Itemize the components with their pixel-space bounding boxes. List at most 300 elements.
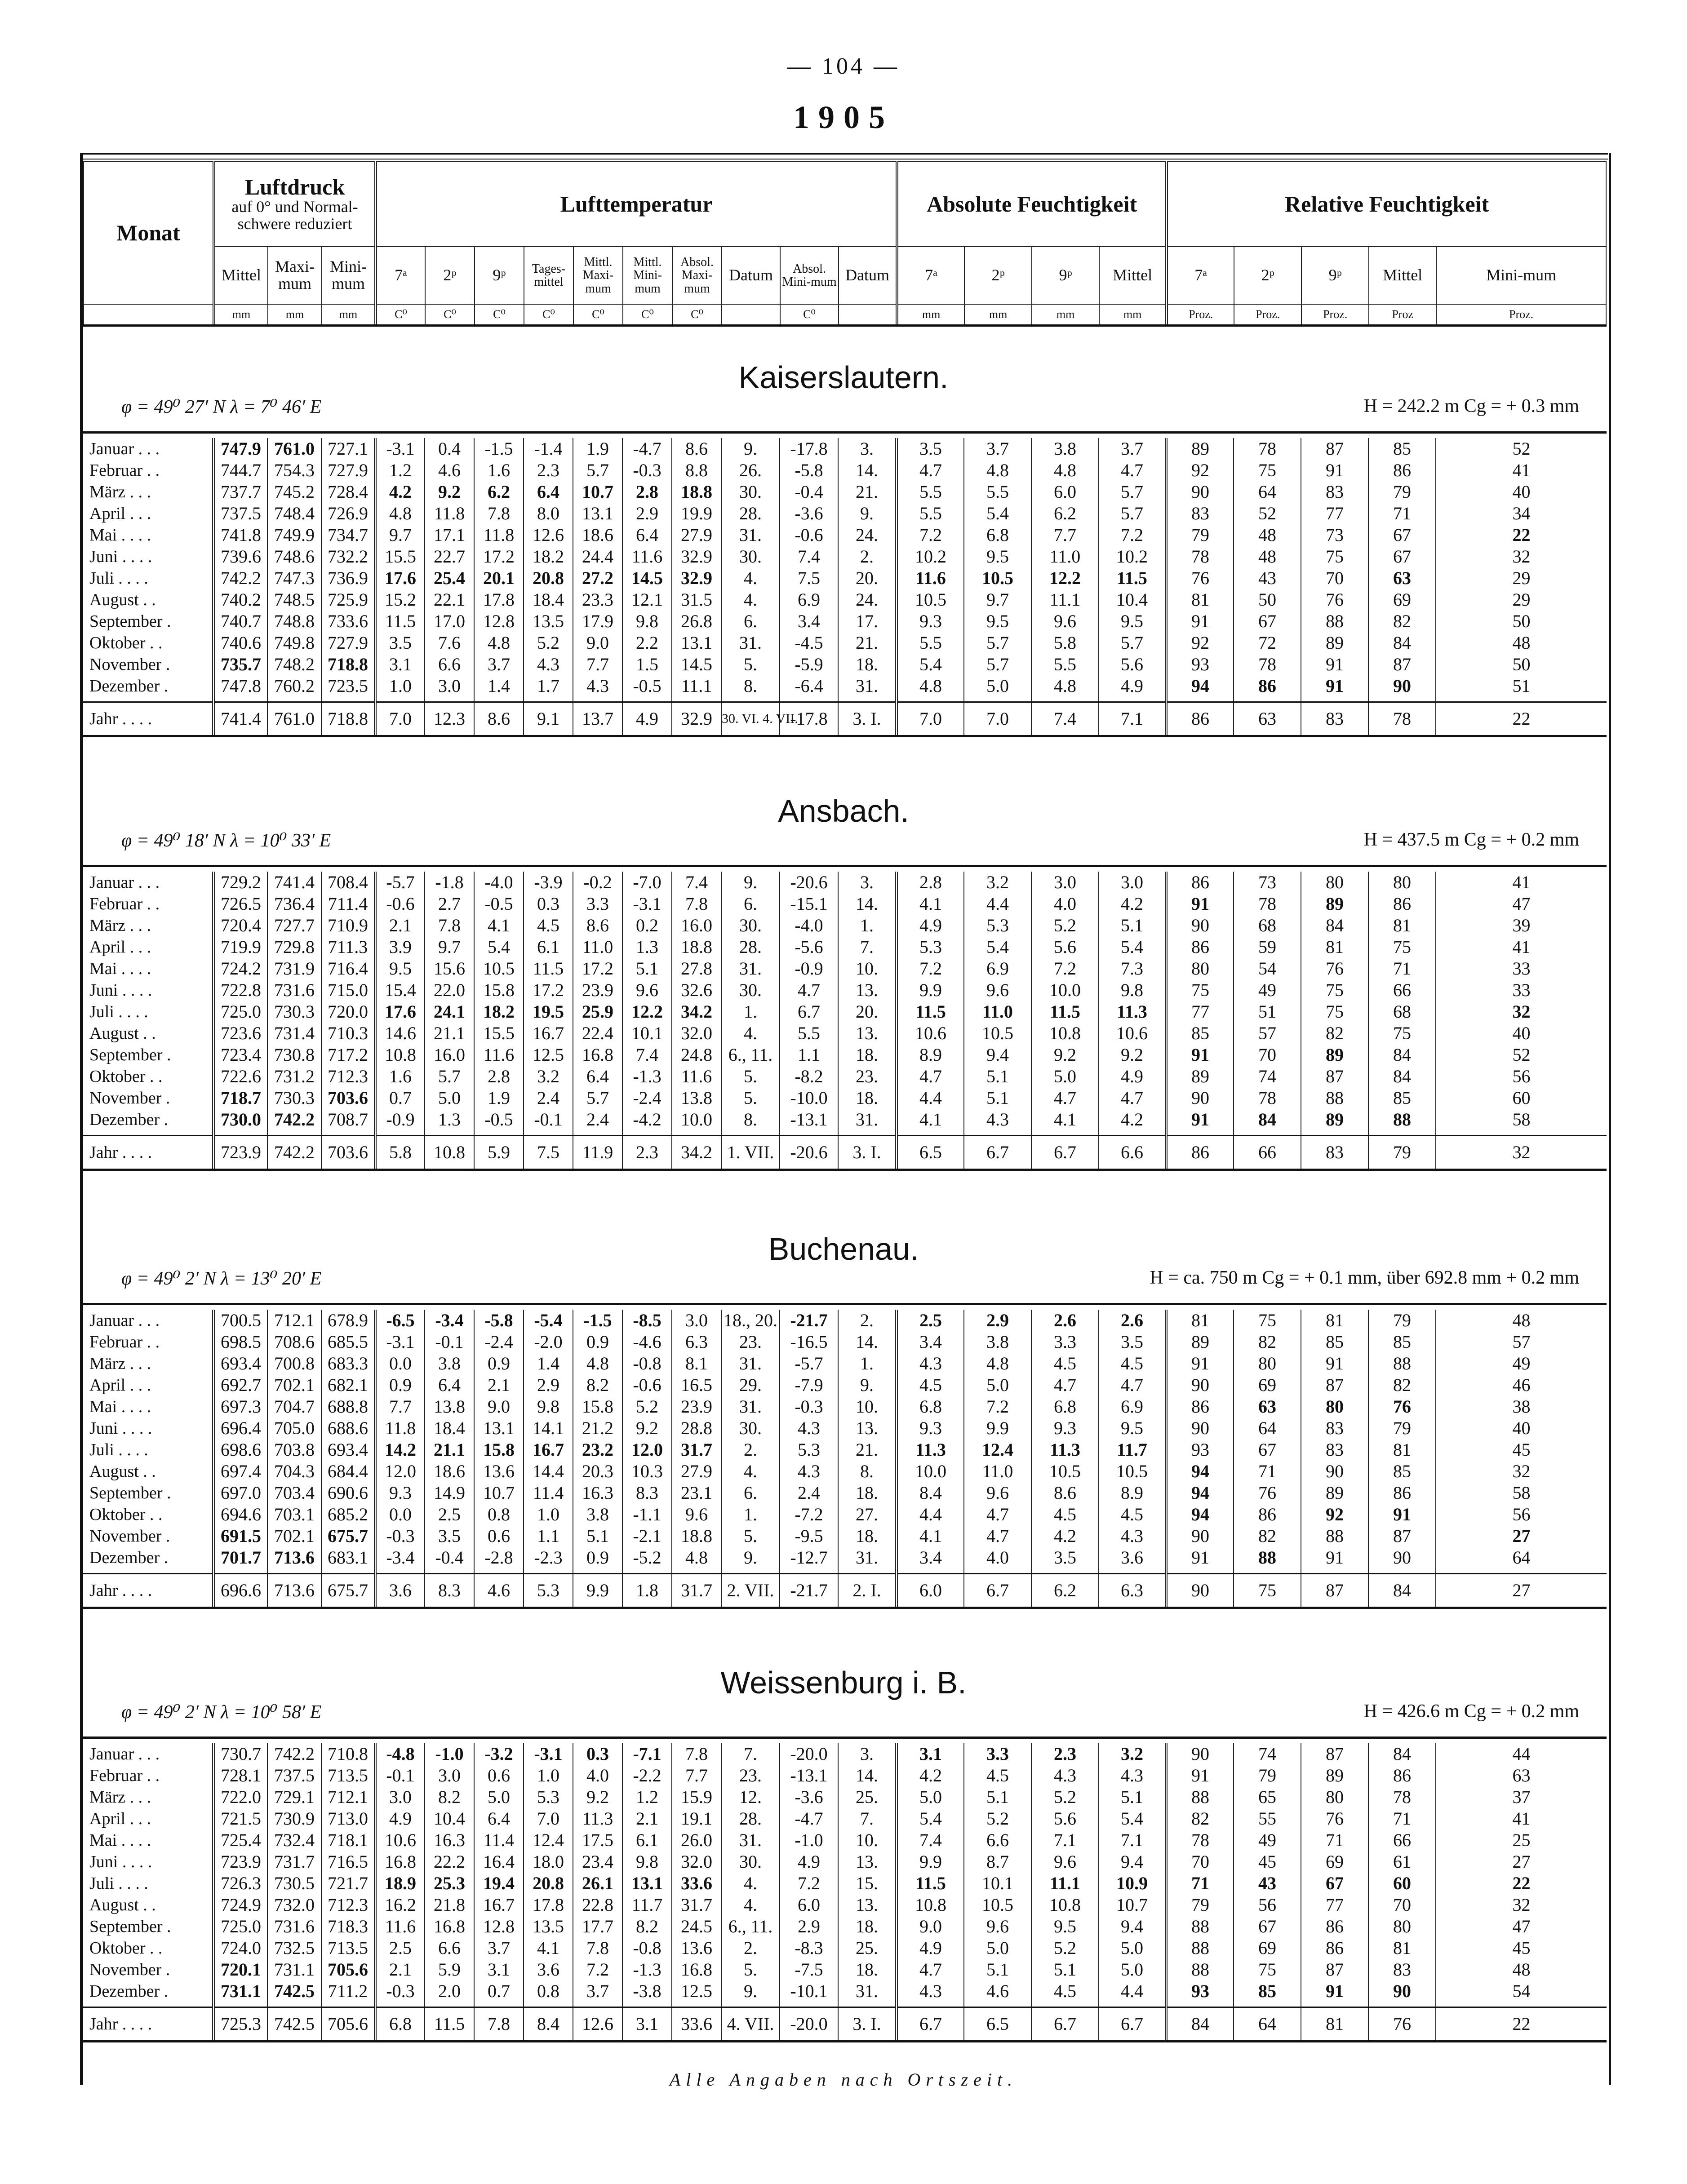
table-cell: 66 — [1234, 1136, 1301, 1169]
table-row — [83, 1959, 1607, 1980]
table-cell: 89 — [1301, 1482, 1368, 1504]
table-cell: 29 — [1436, 589, 1607, 611]
table-cell: -1.8 — [425, 872, 474, 893]
table-cell: 7.2 — [1099, 524, 1166, 546]
table-cell: 24. — [838, 524, 897, 546]
table-cell: 11.6 — [474, 1044, 524, 1066]
table-cell: 11.6 — [622, 546, 672, 567]
unit-label: C⁰ — [376, 304, 425, 325]
table-cell: 19.5 — [524, 1001, 573, 1023]
table-cell: 28. — [721, 503, 780, 524]
table-row — [83, 1418, 1607, 1439]
table-cell: -7.2 — [780, 1504, 838, 1525]
table-cell: 22.2 — [425, 1851, 474, 1873]
table-cell: 31. — [721, 524, 780, 546]
table-cell: 30. — [721, 1851, 780, 1873]
table-cell: 76 — [1368, 2007, 1436, 2041]
table-cell: -8.3 — [780, 1937, 838, 1959]
table-cell: 4. — [721, 1023, 780, 1044]
table-cell: 9.8 — [622, 1851, 672, 1873]
table-cell: 12.3 — [425, 702, 474, 735]
table-cell: 741.4 — [213, 702, 267, 735]
table-cell: 5. — [721, 1087, 780, 1109]
table-cell: 49 — [1234, 979, 1301, 1001]
table-row — [83, 1044, 1607, 1066]
table-cell: 32.9 — [672, 546, 721, 567]
table-cell: 3.1 — [375, 654, 425, 675]
column-label: 9ᵖ — [1301, 247, 1369, 304]
table-cell: 7.4 — [1031, 702, 1099, 735]
table-cell: -5.2 — [622, 1547, 672, 1574]
table-cell: 89 — [1301, 1765, 1368, 1786]
table-cell: 84 — [1301, 915, 1368, 936]
table-cell: 20.8 — [524, 1873, 573, 1894]
unit-label: Proz. — [1436, 304, 1606, 325]
table-cell: 79 — [1368, 481, 1436, 503]
table-cell: -5.8 — [474, 1310, 524, 1331]
table-cell: 5.5 — [897, 481, 964, 503]
table-cell: -8.2 — [780, 1066, 838, 1087]
table-cell: 712.1 — [321, 1786, 375, 1808]
table-cell: 732.0 — [267, 1894, 321, 1916]
table-cell: -1.0 — [780, 1830, 838, 1851]
table-cell: -1.4 — [524, 438, 573, 460]
table-cell: 18. — [838, 1916, 897, 1937]
top-rule — [80, 153, 1608, 159]
table-cell: 5.4 — [1099, 1808, 1166, 1830]
table-cell: 83 — [1301, 1439, 1368, 1461]
table-cell: 692.7 — [213, 1374, 267, 1396]
table-cell: 6.5 — [897, 1136, 964, 1169]
table-cell: 31.5 — [672, 589, 721, 611]
table-cell: 11.8 — [474, 524, 524, 546]
table-cell: 64 — [1436, 1547, 1607, 1574]
table-cell: 6.6 — [425, 654, 474, 675]
table-cell: 94 — [1166, 1461, 1234, 1482]
table-row — [83, 1765, 1607, 1786]
table-cell: 7.5 — [780, 567, 838, 589]
table-cell: 33.6 — [672, 1873, 721, 1894]
table-cell: 30. — [721, 979, 780, 1001]
table-cell: 40 — [1436, 481, 1607, 503]
table-cell: 9.5 — [375, 958, 425, 979]
table-cell: -4.0 — [780, 915, 838, 936]
table-cell: 10.5 — [964, 1894, 1031, 1916]
table-cell: 5.5 — [780, 1023, 838, 1044]
table-cell: -2.1 — [622, 1525, 672, 1547]
table-cell: 47 — [1436, 893, 1607, 915]
table-row — [83, 1894, 1607, 1916]
table-cell: 2.9 — [964, 1310, 1031, 1331]
table-cell: 12.1 — [622, 589, 672, 611]
table-cell: 91 — [1166, 1547, 1234, 1574]
absolute-header: Absolute Feuchtigkeit — [897, 161, 1167, 247]
table-cell: 741.4 — [267, 872, 321, 893]
table-cell: 5.0 — [964, 675, 1031, 702]
table-cell: 13. — [838, 979, 897, 1001]
table-cell: 727.9 — [321, 460, 375, 481]
table-cell: 4.5 — [1031, 1980, 1099, 2007]
table-cell: 13.8 — [425, 1396, 474, 1418]
table-cell: 51 — [1436, 675, 1607, 702]
table-cell: 713.5 — [321, 1765, 375, 1786]
table-cell: 4.7 — [780, 979, 838, 1001]
table-cell: 18.8 — [672, 1525, 721, 1547]
table-cell: 712.3 — [321, 1066, 375, 1087]
table-cell: 91 — [1166, 611, 1234, 632]
table-cell: 4.3 — [573, 675, 622, 702]
table-cell: 71 — [1166, 1873, 1234, 1894]
table-row — [83, 546, 1607, 567]
table-cell: 3.0 — [375, 1786, 425, 1808]
table-cell: 41 — [1436, 460, 1607, 481]
table-cell: 1. — [838, 1353, 897, 1374]
table-cell: -4.8 — [375, 1743, 425, 1765]
table-cell: 688.8 — [321, 1396, 375, 1418]
month-label: November . — [89, 1089, 170, 1108]
table-cell: -1.3 — [622, 1066, 672, 1087]
table-cell: 71 — [1368, 503, 1436, 524]
table-cell: 5. — [721, 654, 780, 675]
table-cell: 6.5 — [964, 2007, 1031, 2041]
table-cell: 7.1 — [1031, 1830, 1099, 1851]
column-label: Mini-mum — [1436, 247, 1606, 304]
table-cell: 5.4 — [964, 936, 1031, 958]
table-cell: 11.6 — [897, 567, 964, 589]
table-cell: 0.9 — [573, 1331, 622, 1353]
table-cell: 11.0 — [964, 1001, 1031, 1023]
table-cell: 1.3 — [425, 1109, 474, 1136]
table-cell: 58 — [1436, 1482, 1607, 1504]
table-cell: 5.4 — [964, 503, 1031, 524]
table-cell: 725.0 — [213, 1001, 267, 1023]
table-cell: 25.3 — [425, 1873, 474, 1894]
table-cell: 16.0 — [425, 1044, 474, 1066]
table-cell: 8.0 — [524, 503, 573, 524]
table-cell: 730.7 — [213, 1743, 267, 1765]
table-cell: 4.2 — [897, 1765, 964, 1786]
table-row — [83, 1504, 1607, 1525]
table-cell: 18. — [838, 1087, 897, 1109]
table-cell: 16.0 — [672, 915, 721, 936]
table-cell: 4.5 — [897, 1374, 964, 1396]
table-cell: 85 — [1166, 1023, 1234, 1044]
table-cell: 90 — [1166, 1087, 1234, 1109]
table-cell: 697.3 — [213, 1396, 267, 1418]
table-cell: 3.4 — [780, 611, 838, 632]
table-row — [83, 1353, 1607, 1374]
section-bottom-rule — [83, 1607, 1607, 1609]
table-cell: 3.5 — [1031, 1547, 1099, 1574]
header-rule — [83, 324, 1607, 327]
table-cell: 723.9 — [213, 1136, 267, 1169]
table-cell: 74 — [1234, 1743, 1301, 1765]
table-cell: 86 — [1301, 1937, 1368, 1959]
unit-label — [722, 304, 780, 325]
table-cell: 683.1 — [321, 1547, 375, 1574]
table-cell: -0.1 — [524, 1109, 573, 1136]
table-cell: 18. — [838, 1525, 897, 1547]
table-cell: 10.7 — [1099, 1894, 1166, 1916]
section-rule — [83, 431, 1607, 434]
table-cell: 68 — [1234, 915, 1301, 936]
table-cell: 18. — [838, 654, 897, 675]
table-cell: 2.7 — [425, 893, 474, 915]
table-cell: 5.1 — [573, 1525, 622, 1547]
table-cell: 11.5 — [1099, 567, 1166, 589]
month-label: Mai . . . . — [89, 1397, 151, 1416]
table-cell: 86 — [1368, 460, 1436, 481]
table-cell: -0.3 — [622, 460, 672, 481]
table-cell: 41 — [1436, 872, 1607, 893]
table-cell: 7. — [838, 936, 897, 958]
table-cell: 4.5 — [1099, 1353, 1166, 1374]
table-row — [83, 915, 1607, 936]
table-cell: 3.8 — [1031, 438, 1099, 460]
table-cell: 5.1 — [964, 1087, 1031, 1109]
table-cell: 12.6 — [573, 2007, 622, 2041]
table-cell: 7.8 — [474, 2007, 524, 2041]
table-cell: 78 — [1166, 1830, 1234, 1851]
table-cell: 52 — [1436, 438, 1607, 460]
table-cell: 10.0 — [672, 1109, 721, 1136]
table-cell: 4.1 — [897, 893, 964, 915]
table-cell: 5.7 — [1099, 632, 1166, 654]
table-cell: 6.6 — [425, 1937, 474, 1959]
table-cell: 720.0 — [321, 1001, 375, 1023]
table-cell: 10.6 — [897, 1023, 964, 1044]
table-cell: 67 — [1301, 1873, 1368, 1894]
table-cell: 0.0 — [375, 1353, 425, 1374]
table-cell: 684.4 — [321, 1461, 375, 1482]
monat-header: Monat — [84, 161, 214, 304]
table-cell: 2.1 — [622, 1808, 672, 1830]
month-label: November . — [89, 1960, 170, 1979]
table-cell: 711.2 — [321, 1980, 375, 2007]
footer-note: Alle Angaben nach Ortszeit. — [669, 2069, 1018, 2090]
table-cell: 23. — [721, 1331, 780, 1353]
unit-label: mm — [897, 304, 964, 325]
table-cell: 15.4 — [375, 979, 425, 1001]
table-cell: 2.4 — [573, 1109, 622, 1136]
table-cell: 79 — [1166, 1894, 1234, 1916]
month-label: Oktober . . — [89, 1067, 163, 1086]
table-cell: 727.9 — [321, 632, 375, 654]
table-cell: 11.6 — [672, 1066, 721, 1087]
table-cell: 2. VII. — [721, 1574, 780, 1607]
luftdruck-subtitle: auf 0° und Normal-schwere reduziert — [231, 198, 358, 233]
table-cell: 696.6 — [213, 1574, 267, 1607]
table-row — [83, 654, 1607, 675]
table-cell: 29. — [721, 1374, 780, 1396]
table-cell: 23.9 — [573, 979, 622, 1001]
table-cell: 3.3 — [964, 1743, 1031, 1765]
table-cell: 23.9 — [672, 1396, 721, 1418]
table-cell: 57 — [1234, 1023, 1301, 1044]
table-cell: 724.2 — [213, 958, 267, 979]
table-cell: 52 — [1234, 503, 1301, 524]
table-cell: 5.3 — [780, 1439, 838, 1461]
table-cell: 70 — [1234, 1044, 1301, 1066]
table-cell: 6.6 — [964, 1830, 1031, 1851]
table-cell: 9. — [721, 872, 780, 893]
table-cell: -5.7 — [375, 872, 425, 893]
table-cell: 21.1 — [425, 1023, 474, 1044]
table-cell: 18. — [838, 1044, 897, 1066]
relative-header: Relative Feuchtigkeit — [1167, 161, 1606, 247]
table-cell: 17.1 — [425, 524, 474, 546]
table-cell: 66 — [1368, 1830, 1436, 1851]
table-cell: -20.6 — [780, 872, 838, 893]
table-row — [83, 1830, 1607, 1851]
table-cell: 2. — [838, 1310, 897, 1331]
table-cell: 2.8 — [897, 872, 964, 893]
table-cell: 34.2 — [672, 1136, 721, 1169]
table-cell: 748.2 — [267, 654, 321, 675]
table-cell: 7.7 — [1031, 524, 1099, 546]
table-cell: 6.8 — [375, 2007, 425, 2041]
table-cell: 7.0 — [964, 702, 1031, 735]
table-cell: 12.6 — [524, 524, 573, 546]
table-cell: 4.8 — [573, 1353, 622, 1374]
table-cell: -1.5 — [474, 438, 524, 460]
table-cell: 19.9 — [672, 503, 721, 524]
table-cell: 14. — [838, 460, 897, 481]
table-cell: 730.5 — [267, 1873, 321, 1894]
table-cell: 8.6 — [573, 915, 622, 936]
table-cell: 703.6 — [321, 1136, 375, 1169]
table-row — [83, 1439, 1607, 1461]
table-cell: 698.6 — [213, 1439, 267, 1461]
table-cell: 63 — [1234, 702, 1301, 735]
table-cell: 91 — [1166, 1044, 1234, 1066]
table-cell: 32.9 — [672, 702, 721, 735]
table-cell: 710.3 — [321, 1023, 375, 1044]
table-cell: 713.6 — [267, 1547, 321, 1574]
table-cell: 5.1 — [964, 1959, 1031, 1980]
table-cell: 79 — [1368, 1136, 1436, 1169]
table-cell: -0.3 — [375, 1525, 425, 1547]
table-cell: 75 — [1301, 546, 1368, 567]
table-cell: 10.7 — [573, 481, 622, 503]
table-cell: -5.8 — [780, 460, 838, 481]
table-cell: 0.6 — [474, 1525, 524, 1547]
table-cell: 731.9 — [267, 958, 321, 979]
table-cell: 4.6 — [425, 460, 474, 481]
table-cell: 31. — [838, 1980, 897, 2007]
table-cell: 91 — [1166, 893, 1234, 915]
table-cell: 10.8 — [375, 1044, 425, 1066]
table-cell: 4.3 — [897, 1980, 964, 2007]
table-cell: 76 — [1301, 589, 1368, 611]
table-cell: 12.5 — [524, 1044, 573, 1066]
table-cell: 41 — [1436, 1808, 1607, 1830]
table-cell: 23. — [838, 1066, 897, 1087]
table-cell: 736.4 — [267, 893, 321, 915]
table-cell: 7.7 — [375, 1396, 425, 1418]
table-cell: 748.5 — [267, 589, 321, 611]
table-cell: 703.6 — [321, 1087, 375, 1109]
table-cell: 5.9 — [425, 1959, 474, 1980]
month-label: Februar . . — [89, 1766, 160, 1785]
table-cell: 2.5 — [897, 1310, 964, 1331]
month-label: August . . — [89, 1462, 156, 1481]
table-cell: 78 — [1166, 546, 1234, 567]
table-cell: 32.9 — [672, 567, 721, 589]
table-cell: 1. — [721, 1504, 780, 1525]
table-cell: 5.7 — [425, 1066, 474, 1087]
table-cell: 4.3 — [1099, 1525, 1166, 1547]
table-cell: 33 — [1436, 979, 1607, 1001]
table-cell: 16.8 — [425, 1916, 474, 1937]
table-cell: 22.1 — [425, 589, 474, 611]
table-cell: 729.1 — [267, 1786, 321, 1808]
table-cell: -2.8 — [474, 1547, 524, 1574]
table-cell: 3.5 — [897, 438, 964, 460]
table-cell: 7.8 — [425, 915, 474, 936]
table-cell: 678.9 — [321, 1310, 375, 1331]
table-cell: -0.8 — [622, 1353, 672, 1374]
table-row — [83, 589, 1607, 611]
table-cell: 25. — [838, 1937, 897, 1959]
table-cell: 90 — [1368, 1547, 1436, 1574]
table-cell: 78 — [1234, 1087, 1301, 1109]
table-cell: 8.6 — [672, 438, 721, 460]
table-cell: 25.4 — [425, 567, 474, 589]
table-cell: 31. — [721, 1396, 780, 1418]
table-cell: 11.0 — [573, 936, 622, 958]
table-cell: 1. — [721, 1001, 780, 1023]
table-cell: 6.3 — [1099, 1574, 1166, 1607]
table-cell: 88 — [1166, 1937, 1234, 1959]
station-height: H = 426.6 m Cg = + 0.2 mm — [1363, 1701, 1579, 1722]
table-cell: 4.4 — [964, 893, 1031, 915]
table-cell: 17.8 — [474, 589, 524, 611]
table-cell: 742.2 — [267, 1109, 321, 1136]
table-cell: 13. — [838, 1894, 897, 1916]
table-cell: 10.5 — [897, 589, 964, 611]
table-cell: 708.6 — [267, 1331, 321, 1353]
table-cell: 3.1 — [897, 1743, 964, 1765]
table-cell: 92 — [1166, 460, 1234, 481]
table-row — [83, 611, 1607, 632]
table-cell: 6.9 — [780, 589, 838, 611]
table-cell: 11.9 — [573, 1136, 622, 1169]
table-row — [83, 1396, 1607, 1418]
station-coordinates: φ = 49⁰ 18′ N λ = 10⁰ 33′ E — [121, 830, 331, 851]
table-cell: 698.5 — [213, 1331, 267, 1353]
table-cell: 4.7 — [1099, 1087, 1166, 1109]
table-cell: 16.3 — [573, 1482, 622, 1504]
table-cell: 4.9 — [897, 915, 964, 936]
table-cell: 5.6 — [1031, 936, 1099, 958]
table-cell: 50 — [1234, 589, 1301, 611]
unit-label: Proz. — [1167, 304, 1234, 325]
table-cell: 5.2 — [1031, 1786, 1099, 1808]
table-cell: 9.3 — [897, 1418, 964, 1439]
month-label: Dezember . — [89, 1548, 169, 1567]
table-cell: 38 — [1436, 1396, 1607, 1418]
table-cell: 13. — [838, 1023, 897, 1044]
table-cell: -1.0 — [425, 1743, 474, 1765]
table-cell: 10.7 — [474, 1482, 524, 1504]
table-cell: 9.5 — [1031, 1916, 1099, 1937]
table-cell: 15.6 — [425, 958, 474, 979]
table-cell: 48 — [1234, 546, 1301, 567]
table-cell: 45 — [1436, 1439, 1607, 1461]
table-cell: 13.6 — [672, 1937, 721, 1959]
table-cell: 712.3 — [321, 1894, 375, 1916]
